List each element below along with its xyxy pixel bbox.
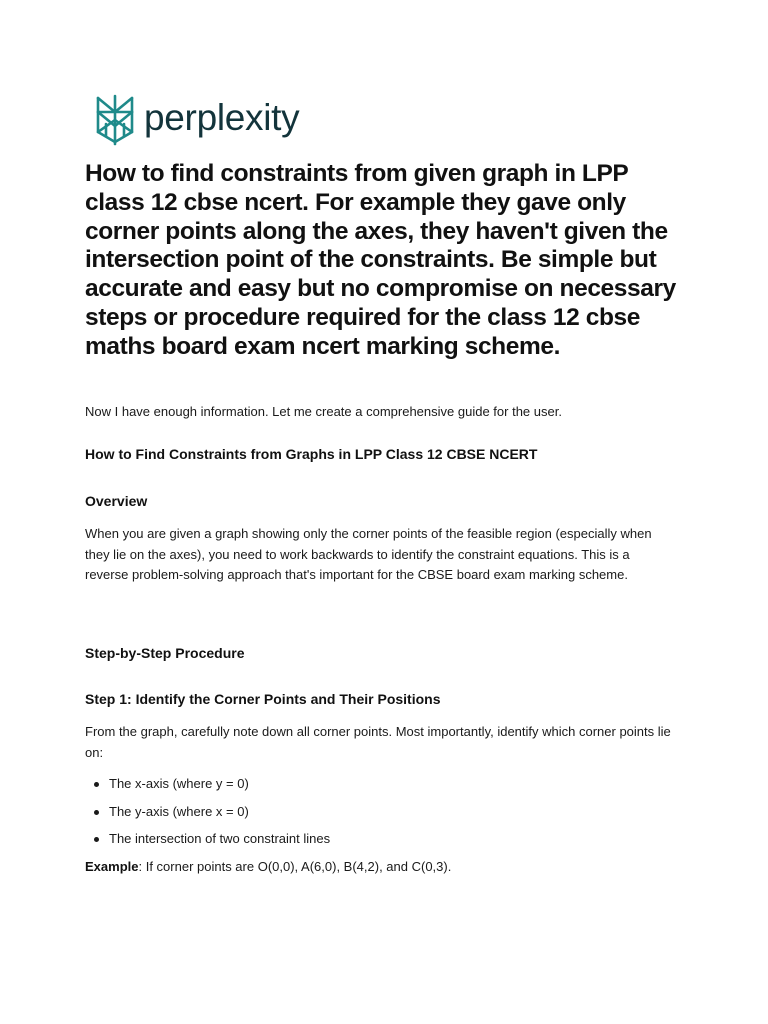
example-text: : If corner points are O(0,0), A(6,0), B(4,2), and C(0,3). [138, 859, 452, 874]
answer-title: How to Find Constraints from Graphs in LPP Class 12 CBSE NCERT [85, 446, 538, 462]
overview-text: When you are given a graph showing only the corner points of the feasible region (especially when they lie on the axes), you need to work backwards to identify the constraint equations. This is a reverse problem-solving approach that's important for the CBSE board exam marking scheme. [85, 526, 652, 582]
overview-heading: Overview [85, 493, 148, 509]
example-label: Example [85, 859, 139, 874]
question-title: How to find constraints from given graph in LPP class 12 cbse ncert. For example they gave only corner points along the axes, they haven't given the intersection point of the constraints. Be simple but accurate and easy but no compromise on necessary steps or procedure required for the class 12 cbse maths board exam ncert marking scheme. [85, 160, 676, 360]
list-item: The x-axis (where y = 0) [85, 774, 645, 794]
perplexity-logo [94, 94, 299, 146]
step1-example [85, 857, 675, 878]
list-item: The intersection of two constraint lines [85, 829, 645, 849]
procedure-heading: Step-by-Step Procedure [85, 645, 245, 661]
step1-bullet-list [85, 774, 645, 857]
step1-text: From the graph, carefully note down all corner points. Most importantly, identify which corner points lie on: [85, 724, 671, 760]
perplexity-logo-icon [94, 94, 136, 146]
answer-intro: Now I have enough information. Let me create a comprehensive guide for the user. [85, 404, 562, 419]
list-item: The y-axis (where x = 0) [85, 802, 645, 822]
step1-heading: Step 1: Identify the Corner Points and Their Positions [85, 691, 441, 707]
perplexity-wordmark: perplexity [144, 96, 300, 138]
